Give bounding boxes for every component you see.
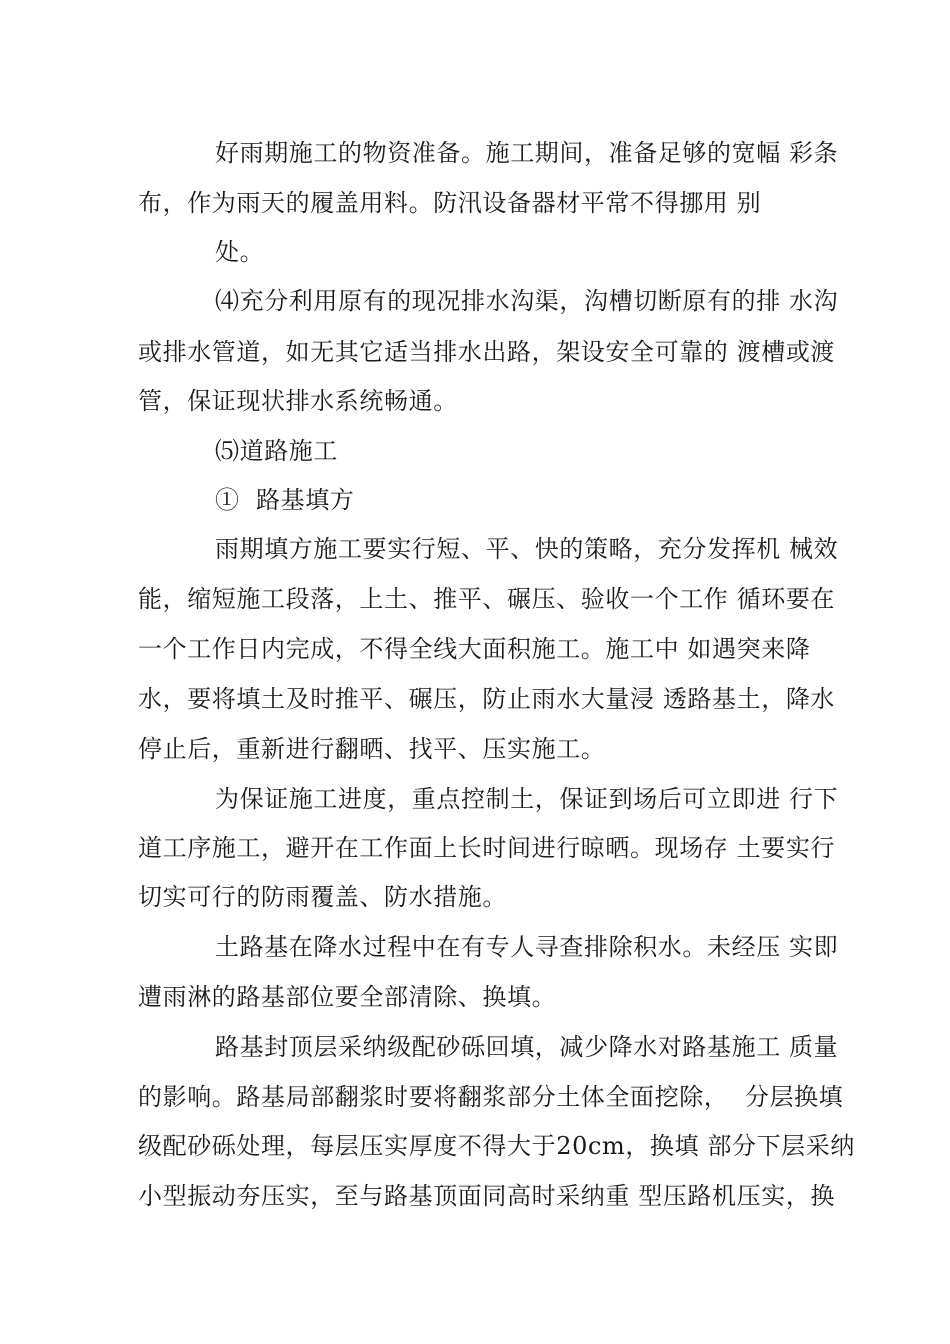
text-line: 级配砂砾处理，每层压实厚度不得大于20cm，换填 部分下层采纳 [138, 1132, 855, 1160]
text-line: ⑷充分利用原有的现况排水沟渠，沟槽切断原有的排 水沟 [215, 287, 839, 315]
text-line: 切实可行的防雨覆盖、防水措施。 [138, 883, 507, 911]
text-line: 遭雨淋的路基部位要全部清除、换填。 [138, 983, 557, 1011]
text-line: 小型振动夯压实，至与路基顶面同高时采纳重 型压路机压实，换 [138, 1182, 836, 1210]
text-line: 好雨期施工的物资准备。施工期间，准备足够的宽幅 彩条 [215, 139, 839, 167]
text-line: 的影响。路基局部翻浆时要将翻浆部分土体全面挖除， 分层换填 [138, 1083, 844, 1111]
text-line: 为保证施工进度，重点控制土，保证到场后可立即进 行下 [215, 785, 839, 813]
text-line: 停止后，重新进行翻晒、找平、压实施工。 [138, 735, 606, 763]
text-line: 水，要将填土及时推平、碾压，防止雨水大量浸 透路基土，降水 [138, 685, 836, 713]
subsection-heading: ① 路基填方 [215, 486, 355, 514]
text-line: 土路基在降水过程中在有专人寻查排除积水。未经压 实即 [215, 933, 839, 961]
text-line: 能，缩短施工段落，上土、推平、碾压、验收一个工作 循环要在 [138, 585, 836, 613]
text-line: 一个工作日内完成，不得全线大面积施工。施工中 如遇突来降 [138, 635, 811, 663]
text-line: 布，作为雨天的履盖用料。防汛设备器材平常不得挪用 别 [138, 189, 762, 217]
text-line: 或排水管道，如无其它适当排水出路，架设安全可靠的 渡槽或渡 [138, 338, 836, 366]
text-line: 管，保证现状排水系统畅通。 [138, 387, 458, 415]
section-heading: ⑸道路施工 [215, 437, 338, 465]
text-line: 路基封顶层采纳级配砂砾回填，减少降水对路基施工 质量 [215, 1033, 839, 1061]
text-line: 雨期填方施工要实行短、平、快的策略，充分发挥机 械效 [215, 535, 839, 563]
text-line: 处。 [215, 238, 265, 266]
text-line: 道工序施工，避开在工作面上长时间进行晾晒。现场存 土要实行 [138, 834, 836, 862]
